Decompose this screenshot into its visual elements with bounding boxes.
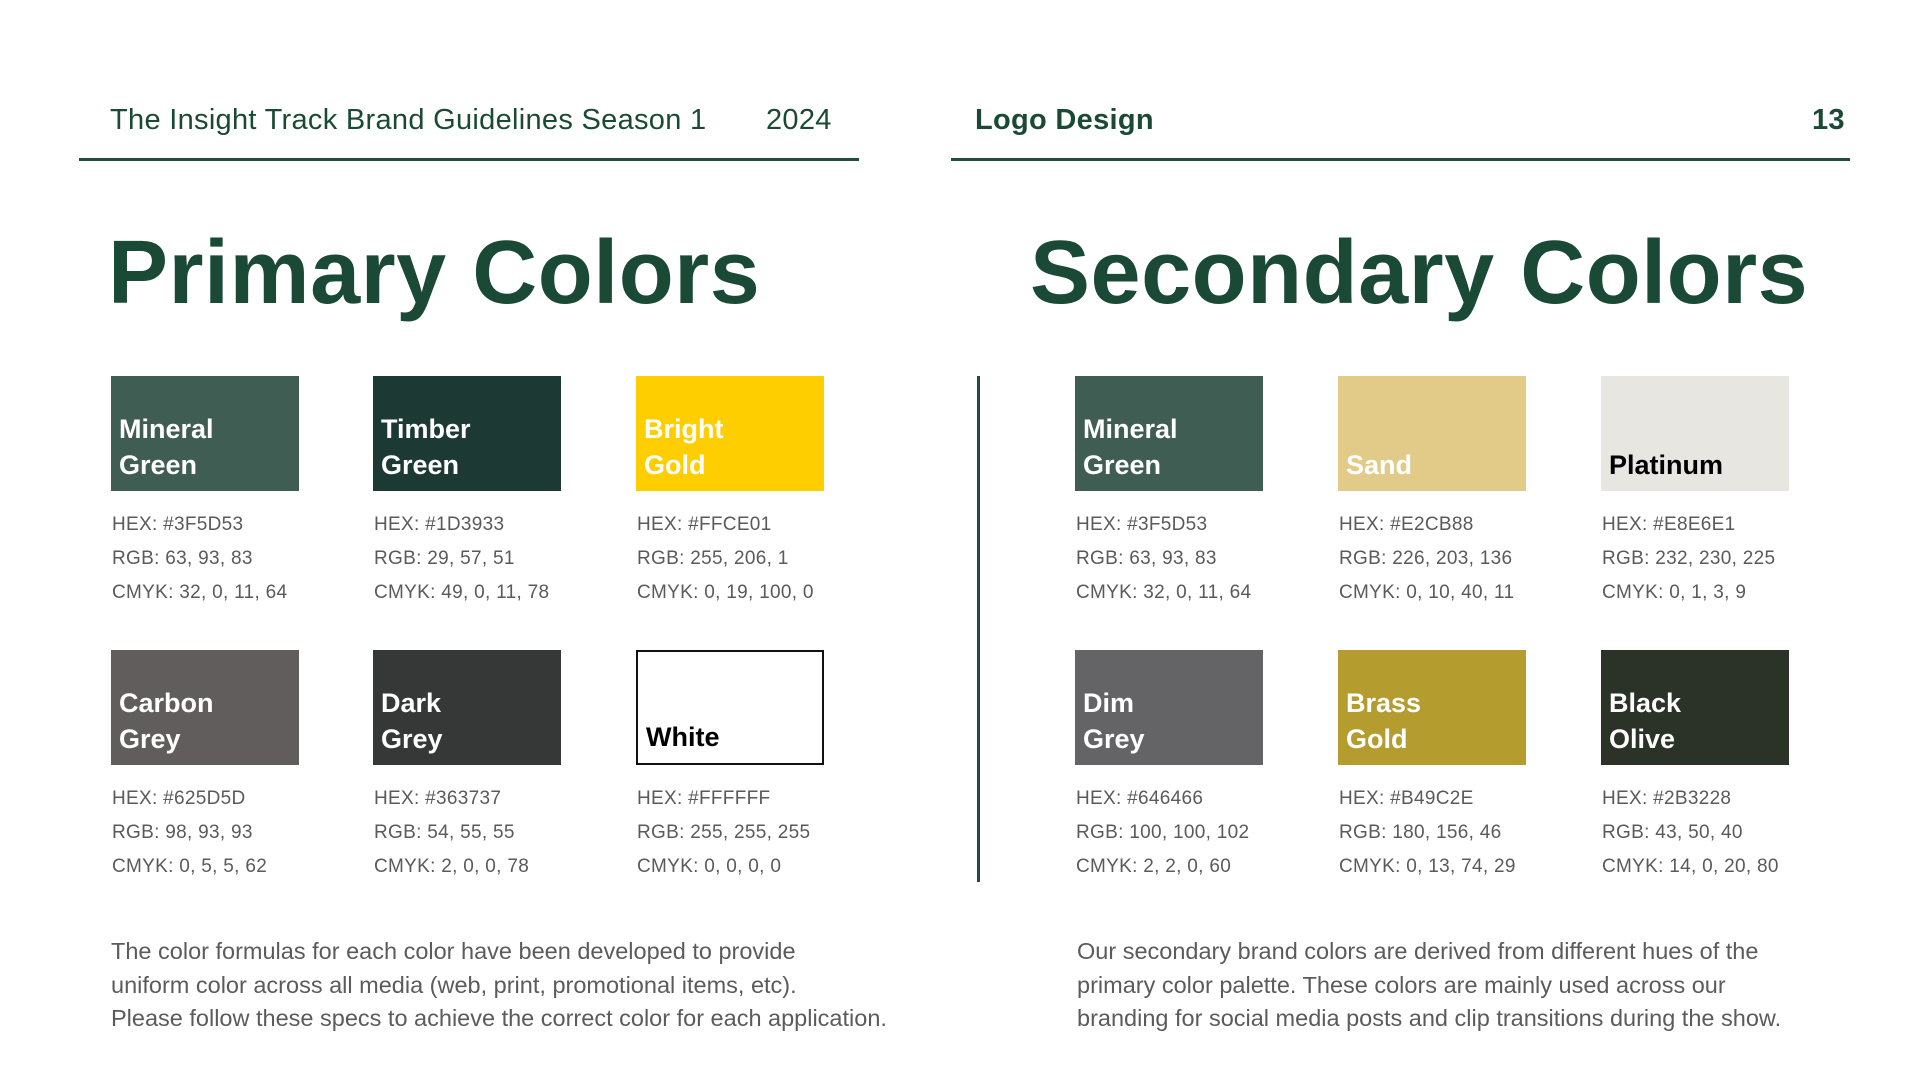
spec-rgb: RGB: 43, 50, 40: [1602, 822, 1743, 843]
spec-rgb: RGB: 98, 93, 93: [112, 822, 253, 843]
swatch-label: White: [646, 722, 720, 752]
spec-cmyk: CMYK: 0, 19, 100, 0: [637, 582, 814, 603]
color-swatch: [1338, 376, 1526, 491]
color-spec: [637, 782, 810, 884]
color-spec: [1602, 782, 1779, 884]
spec-hex: HEX: #3F5D53: [112, 514, 244, 535]
spec-rgb: RGB: 29, 57, 51: [374, 548, 515, 569]
color-swatch: [1601, 376, 1789, 491]
page-number: 13: [1812, 104, 1845, 136]
spec-cmyk: CMYK: 49, 0, 11, 78: [374, 582, 550, 603]
spec-cmyk: CMYK: 0, 10, 40, 11: [1339, 582, 1515, 603]
spec-hex: HEX: #1D3933: [374, 514, 505, 535]
swatch-label: Dim Grey: [1083, 688, 1145, 754]
spec-cmyk: CMYK: 0, 1, 3, 9: [1602, 582, 1747, 603]
header-rule-right: [951, 158, 1850, 161]
spec-rgb: RGB: 100, 100, 102: [1076, 822, 1250, 843]
spec-cmyk: CMYK: 0, 5, 5, 62: [112, 856, 268, 877]
section-divider: [977, 376, 980, 882]
color-spec: [112, 508, 287, 610]
document-title: The Insight Track Brand Guidelines Season 1: [110, 104, 707, 136]
spec-hex: HEX: #2B3228: [1602, 788, 1732, 809]
spec-rgb: RGB: 255, 206, 1: [637, 548, 789, 569]
swatch-label: Brass Gold: [1346, 688, 1422, 754]
spec-cmyk: CMYK: 0, 0, 0, 0: [637, 856, 782, 877]
primary-colors-title: Primary Colors: [108, 223, 761, 323]
spec-rgb: RGB: 232, 230, 225: [1602, 548, 1776, 569]
spec-rgb: RGB: 54, 55, 55: [374, 822, 515, 843]
swatch-label: Bright Gold: [644, 414, 724, 480]
spec-hex: HEX: #FFCE01: [637, 514, 772, 535]
color-swatch: [111, 650, 299, 765]
color-spec: [1339, 508, 1514, 610]
secondary-description: Our secondary brand colors are derived from different hues of the primary color palette. These colors are mainly used across our branding for social media posts and clip transitions during the show.: [1077, 938, 1782, 1031]
color-swatch: [111, 376, 299, 491]
color-swatch: [1075, 650, 1263, 765]
swatch-label: Carbon Grey: [119, 688, 214, 754]
color-spec: [374, 782, 529, 884]
spec-cmyk: CMYK: 0, 13, 74, 29: [1339, 856, 1516, 877]
spec-hex: HEX: #625D5D: [112, 788, 246, 809]
spec-hex: HEX: #E2CB88: [1339, 514, 1474, 535]
swatch-label: Timber Green: [381, 414, 471, 480]
spec-cmyk: CMYK: 32, 0, 11, 64: [1076, 582, 1252, 603]
spec-rgb: RGB: 226, 203, 136: [1339, 548, 1513, 569]
spec-rgb: RGB: 63, 93, 83: [1076, 548, 1217, 569]
color-swatch: [1601, 650, 1789, 765]
spec-rgb: RGB: 63, 93, 83: [112, 548, 253, 569]
color-swatch: [373, 376, 561, 491]
spec-hex: HEX: #B49C2E: [1339, 788, 1474, 809]
color-spec: [112, 782, 267, 884]
header-rule-left: [79, 158, 859, 161]
spec-hex: HEX: #E8E6E1: [1602, 514, 1736, 535]
secondary-colors-title: Secondary Colors: [1030, 223, 1809, 323]
spec-cmyk: CMYK: 32, 0, 11, 64: [112, 582, 288, 603]
spec-hex: HEX: #646466: [1076, 788, 1204, 809]
color-spec: [637, 508, 814, 610]
color-spec: [1076, 508, 1251, 610]
color-swatch: [636, 650, 824, 765]
swatch-label: Black Olive: [1609, 688, 1682, 754]
color-spec: [374, 508, 549, 610]
color-swatch: [373, 650, 561, 765]
spec-rgb: RGB: 255, 255, 255: [637, 822, 811, 843]
spec-cmyk: CMYK: 2, 0, 0, 78: [374, 856, 530, 877]
spec-hex: HEX: #363737: [374, 788, 502, 809]
document-year: 2024: [766, 104, 832, 136]
color-spec: [1339, 782, 1516, 884]
spec-hex: HEX: #3F5D53: [1076, 514, 1208, 535]
swatch-label: Platinum: [1609, 450, 1724, 480]
spec-cmyk: CMYK: 14, 0, 20, 80: [1602, 856, 1779, 877]
swatch-label: Dark Grey: [381, 688, 443, 754]
primary-description: The color formulas for each color have been developed to provide uniform color across all media (web, print, promotional items, etc). Please follow these specs to achieve the correct color for each application.: [111, 938, 887, 1031]
swatch-label: Sand: [1346, 450, 1413, 480]
color-spec: [1076, 782, 1249, 884]
spec-hex: HEX: #FFFFFF: [637, 788, 771, 809]
spec-cmyk: CMYK: 2, 2, 0, 60: [1076, 856, 1232, 877]
section-title: Logo Design: [975, 104, 1154, 136]
color-spec: [1602, 508, 1775, 610]
swatch-label: Mineral Green: [1083, 414, 1178, 480]
color-swatch: [636, 376, 824, 491]
swatch-label: Mineral Green: [119, 414, 214, 480]
spec-rgb: RGB: 180, 156, 46: [1339, 822, 1502, 843]
color-swatch: [1338, 650, 1526, 765]
color-swatch: [1075, 376, 1263, 491]
